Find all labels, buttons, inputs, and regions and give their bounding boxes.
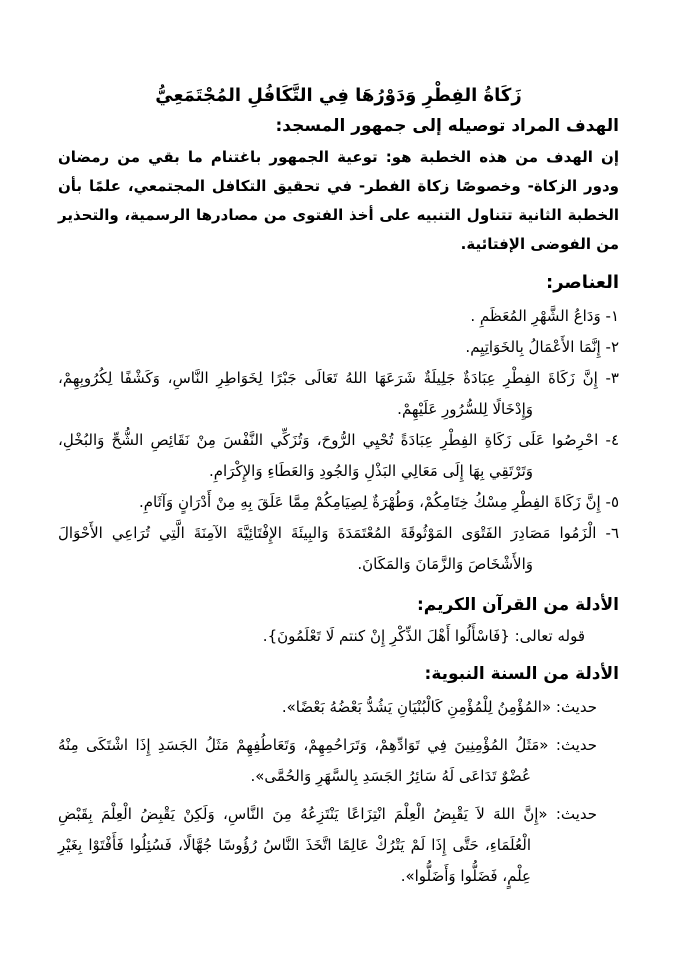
item-text: إِنَّ زَكَاةَ الفِطْرِ عِبَادَةٌ جَلِيلَةٌ شَرَعَهَا اللهُ تَعَالَى جَبْرًا لِخَوَاطِرِ النَّاسِ، وَكَشْفًا لِكُرُوبِهِمْ، وَإِدْخَالًا لِلسُّرُورِ عَلَيْهِمْ. [58, 369, 598, 418]
page-title: زَكَاةُ الفِطْرِ وَدَوْرُهَا فِي التَّكَافُلِ المُجْتَمَعِيُّ [155, 85, 522, 106]
hadith-3: حديث: «إِنَّ اللهَ لاَ يَقْبِضُ الْعِلْمَ انْتِزَاعًا يَنْتَزِعُهُ مِنَ النَّاسِ، وَلَكِنْ يَقْبِضُ الْعِلْمَ بِقَبْضِ الْعُلَمَاءِ، حَتَّى إِذَا لَمْ يَتْرُكْ عَالِمًا اتَّخَذَ النَّاسُ رُؤُوسًا جُهَّالًا، فَسُئِلُوا فَأَفْتَوْا بِغَيْرِ عِلْمٍ، فَضَلُّوا وَأَضَلُّوا». [58, 805, 597, 885]
elements-list [58, 301, 619, 580]
list-item-5 [58, 487, 619, 518]
hadith-2: حديث: «مَثَلُ المُؤْمِنِينَ فِي تَوَادِّهِمْ، وَتَرَاحُمِهِمْ، وَتَعَاطُفِهِمْ مَثَلُ الجَسَدِ إِذَا اشْتَكَى مِنْهُ عُضْوٌ تَدَاعَى لَهُ سَائِرُ الجَسَدِ بِالسَّهَرِ وَالحُمَّى». [58, 736, 597, 785]
item-number: ٥- [605, 493, 619, 511]
list-item-4 [58, 425, 619, 487]
list-item-1 [58, 301, 619, 332]
item-number: ٦- [605, 524, 619, 542]
goal-section-heading: الهدف المراد توصيله إلى جمهور المسجد: [275, 116, 619, 136]
item-number: ١- [605, 307, 619, 325]
quran-verse: قوله تعالى: {فَاسْأَلُوا أَهْلَ الذِّكْرِ إِنْ كنتم لَا تَعْلَمُونَ}. [262, 627, 585, 645]
item-text: إِنَّ زَكَاةَ الفِطْرِ مِسْكُ خِتَامِكُمْ، وَطُهْرَةٌ لِصِيَامِكُمْ مِمَّا عَلَقَ بِهِ مِنْ أَدْرَانٍ وَآثَامِ. [138, 493, 601, 511]
list-item-6 [58, 518, 619, 580]
item-text: إِنَّمَا الأَعْمَالُ بِالخَوَاتِيِم. [465, 338, 601, 356]
item-text: وَدَاعُ الشَّهْرِ المُعَظَمِ . [470, 307, 601, 325]
list-item-2 [58, 332, 619, 363]
goal-section-body: إن الهدف من هذه الخطبة هو: توعية الجمهور باغتنام ما بقي من رمضان ودور الزكاة- وخصوصًا زكاة الفطر- في تحقيق التكافل المجتمعي، علمًا بأن الخطبة الثانية تتناول التنبيه على أخذ الفتوى من مصادرها الرسمية، والتحذير من الفوضى الإفتائية. [58, 148, 619, 253]
item-number: ٤- [605, 431, 619, 449]
item-text: الْزَمُوا مَصَادِرَ الفَتْوَى المَوْثُوقَةَ المُعْتَمَدَةَ وَالبِيئَةَ الإِفْتَائِيَّةَ الآمِنَةَ الَّتِي تُرَاعِي الأَحْوَالَ وَالأَشْخَاصَ وَالزَّمَانَ وَالمَكَانَ. [58, 524, 597, 573]
hadith-1: حديث: «المُؤْمِنُ لِلْمُؤْمِنِ كَالْبُنْيَانِ يَشُدُّ بَعْضُهُ بَعْضًا». [281, 698, 597, 716]
list-item-3 [58, 363, 619, 425]
item-text: احْرِصُوا عَلَى زَكَاةِ الفِطْرِ عِبَادَةً تُحْيِي الرُّوحَ، وَتُزَكِّي النَّفْسَ مِنْ نَقَائِصِ الشُّحِّ وَالبُخْلِ، وَتَرْتَقِي بِهَا إِلَى مَعَالِي البَذْلِ وَالجُودِ وَالعَطَاءِ وَالإِكْرَامِ. [58, 431, 599, 480]
elements-section-heading: العناصر: [546, 272, 619, 293]
quran-section-heading: الأدلة من القرآن الكريم: [416, 595, 619, 615]
item-number: ٢- [605, 338, 619, 356]
item-number: ٣- [605, 369, 619, 387]
sunnah-section-heading: الأدلة من السنة النبوية: [424, 664, 619, 684]
